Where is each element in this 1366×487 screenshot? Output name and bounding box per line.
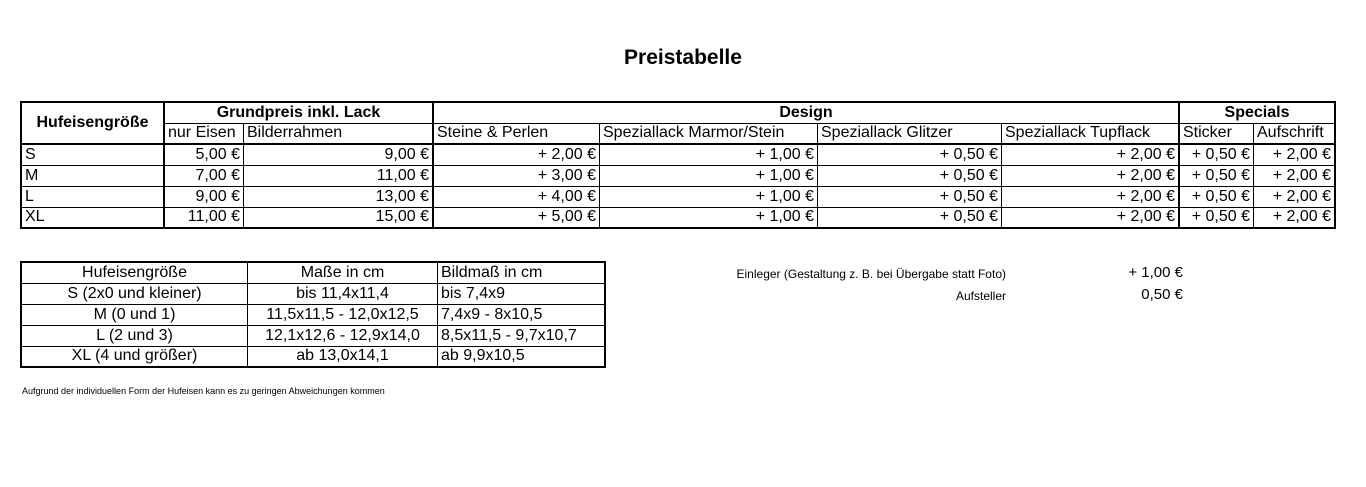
bildmass-cell: 7,4x9 - 8x10,5 <box>438 304 606 325</box>
column-header-sticker: Sticker <box>1179 123 1254 144</box>
table-row <box>21 325 605 346</box>
einleger-label: Einleger (Gestaltung z. B. bei Übergabe statt Foto) <box>736 267 1006 281</box>
price-cell: + 2,00 € <box>1002 165 1180 186</box>
size-table <box>20 261 606 368</box>
size-column-header: Hufeisengröße <box>21 102 164 144</box>
table-row <box>21 186 1335 207</box>
price-cell: + 0,50 € <box>818 144 1002 165</box>
bildmass-column-header: Bildmaß in cm <box>438 262 606 283</box>
bildmass-cell: 8,5x11,5 - 9,7x10,7 <box>438 325 606 346</box>
size-cell: S (2x0 und kleiner) <box>21 283 248 304</box>
size-cell: M (0 und 1) <box>21 304 248 325</box>
bildmass-cell: ab 9,9x10,5 <box>438 346 606 367</box>
page-title: Preistabelle <box>624 46 742 69</box>
table-row <box>21 346 605 367</box>
size-cell: XL <box>21 207 164 228</box>
price-cell: + 0,50 € <box>818 165 1002 186</box>
price-cell: + 0,50 € <box>818 207 1002 228</box>
aufsteller-label: Aufsteller <box>955 289 1006 303</box>
bildmass-cell: bis 7,4x9 <box>438 283 606 304</box>
footnote: Aufgrund der individuellen Form der Hufeisen kann es zu geringen Abweichungen kommen <box>22 386 385 396</box>
masse-cell: ab 13,0x14,1 <box>248 346 438 367</box>
masse-column-header: Maße in cm <box>248 262 438 283</box>
price-cell: + 0,50 € <box>1179 144 1254 165</box>
size-cell: M <box>21 165 164 186</box>
table-row <box>21 304 605 325</box>
price-cell: + 2,00 € <box>1002 186 1180 207</box>
price-cell: + 2,00 € <box>1254 165 1336 186</box>
price-cell: + 2,00 € <box>1254 144 1336 165</box>
aufsteller-price: 0,50 € <box>1141 286 1183 303</box>
group-header-specials: Specials <box>1179 102 1335 123</box>
price-cell: 13,00 € <box>244 186 434 207</box>
price-cell: 9,00 € <box>164 186 244 207</box>
price-cell: + 0,50 € <box>1179 165 1254 186</box>
price-cell: + 2,00 € <box>1254 207 1336 228</box>
price-cell: + 2,00 € <box>433 144 600 165</box>
price-cell: + 0,50 € <box>1179 207 1254 228</box>
price-cell: + 3,00 € <box>433 165 600 186</box>
price-cell: + 0,50 € <box>1179 186 1254 207</box>
einleger-price: + 1,00 € <box>1128 264 1183 281</box>
price-cell: + 5,00 € <box>433 207 600 228</box>
size-cell: L <box>21 186 164 207</box>
size-column-header: Hufeisengröße <box>21 262 248 283</box>
column-header-glitzer: Speziallack Glitzer <box>818 123 1002 144</box>
price-cell: 9,00 € <box>244 144 434 165</box>
price-table <box>20 101 1336 229</box>
size-cell: XL (4 und größer) <box>21 346 248 367</box>
group-header-grundpreis: Grundpreis inkl. Lack <box>164 102 433 123</box>
price-cell: + 1,00 € <box>600 144 818 165</box>
price-cell: + 4,00 € <box>433 186 600 207</box>
column-header-nur-eisen: nur Eisen <box>164 123 244 144</box>
column-header-bilderrahmen: Bilderrahmen <box>244 123 434 144</box>
price-cell: + 1,00 € <box>600 165 818 186</box>
price-cell: 5,00 € <box>164 144 244 165</box>
price-cell: 11,00 € <box>244 165 434 186</box>
price-cell: + 0,50 € <box>818 186 1002 207</box>
table-row <box>21 165 1335 186</box>
column-header-tupflack: Speziallack Tupflack <box>1002 123 1180 144</box>
price-cell: + 2,00 € <box>1254 186 1336 207</box>
price-cell: 15,00 € <box>244 207 434 228</box>
column-header-steine-perlen: Steine & Perlen <box>433 123 600 144</box>
column-header-marmor: Speziallack Marmor/Stein <box>600 123 818 144</box>
price-cell: + 1,00 € <box>600 207 818 228</box>
masse-cell: bis 11,4x11,4 <box>248 283 438 304</box>
column-header-aufschrift: Aufschrift <box>1254 123 1336 144</box>
size-cell: S <box>21 144 164 165</box>
price-cell: + 2,00 € <box>1002 207 1180 228</box>
size-cell: L (2 und 3) <box>21 325 248 346</box>
table-row <box>21 207 1335 228</box>
price-cell: 7,00 € <box>164 165 244 186</box>
masse-cell: 12,1x12,6 - 12,9x14,0 <box>248 325 438 346</box>
price-cell: + 1,00 € <box>600 186 818 207</box>
table-row <box>21 283 605 304</box>
masse-cell: 11,5x11,5 - 12,0x12,5 <box>248 304 438 325</box>
group-header-design: Design <box>433 102 1179 123</box>
price-cell: + 2,00 € <box>1002 144 1180 165</box>
price-cell: 11,00 € <box>164 207 244 228</box>
table-row <box>21 144 1335 165</box>
